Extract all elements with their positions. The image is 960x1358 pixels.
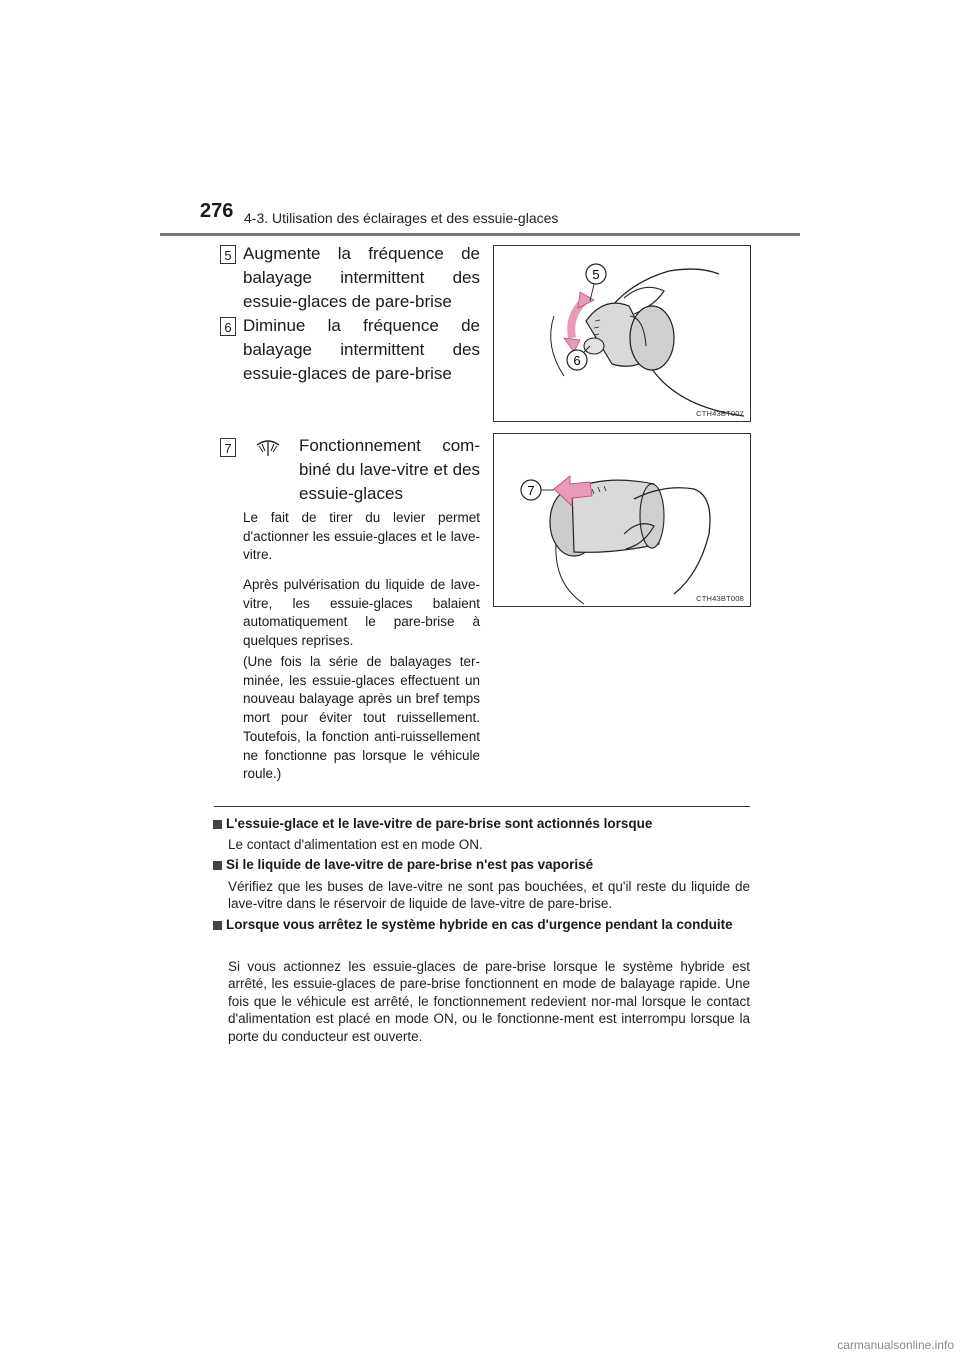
item-7-detail-3: (Une fois la série de balayages ter-minée, les essuie-glaces effectuent un nouveau balayage après un bref temps mort pour éviter tout ruissellement. Toutefois, la fonction anti-ruissellement ne fonctionne pas lorsque le véhicule roule.) — [243, 654, 480, 782]
note-2-marker — [213, 861, 222, 870]
figure-2-callout-7: 7 — [527, 483, 535, 498]
wiper-frequency-illustration — [494, 246, 750, 421]
watermark: carmanualsonline.info — [837, 1338, 954, 1352]
note-2-title: Si le liquide de lave-vitre de pare-brise n'est pas vaporisé — [226, 857, 594, 872]
note-1-title: L'essuie-glace et le lave-vitre de pare-brise sont actionnés lorsque — [226, 816, 653, 831]
header-rule — [160, 233, 800, 236]
item-number-5: 5 — [220, 245, 236, 264]
wiper-washer-illustration — [494, 434, 750, 606]
figure-1-callout-6: 6 — [573, 353, 581, 368]
note-3-marker — [213, 921, 222, 930]
figure-1-code: CTH43BT007 — [696, 409, 744, 418]
item-number-7: 7 — [220, 438, 236, 457]
note-3-body: Si vous actionnez les essuie-glaces de pare-brise lorsque le système hybride est arrêté, les essuie-glaces de pare-brise fonctionnent en mode de balayage rapide. Une fois que le véhicule est arrêté, le fonctionnement redevient nor-mal lorsque le contact d'alimentation est placé en mode ON, ou le fonctionne-ment est interrompu lorsque la porte du conducteur est ouverte. — [228, 959, 750, 1044]
item-7-detail-1: Le fait de tirer du levier permet d'actionner les essuie-glaces et le lave-vitre. — [243, 510, 480, 563]
note-3-title: Lorsque vous arrêtez le système hybride en cas d'urgence pendant la conduite — [226, 917, 733, 932]
figure-1-callout-5: 5 — [592, 267, 600, 282]
item-7-detail-2: Après pulvérisation du liquide de lave-vitre, les essuie-glaces balaient automatiquement le pare-brise à quelques reprises. — [243, 577, 480, 649]
item-7-text: Fonctionnement com-biné du lave-vitre et des essuie-glaces — [299, 436, 480, 503]
item-6-text: Diminue la fréquence de balayage intermittent des essuie-glaces de pare-brise — [243, 316, 480, 383]
item-5-text: Augmente la fréquence de balayage intermittent des essuie-glaces de pare-brise — [243, 244, 480, 311]
figure-2-code: CTH43BT008 — [696, 594, 744, 603]
page-number: 276 — [200, 200, 234, 222]
washer-wiper-icon — [255, 434, 281, 460]
figure-wiper-washer — [493, 433, 751, 607]
note-1-body: Le contact d'alimentation est en mode ON. — [228, 837, 483, 852]
notes-divider — [214, 806, 750, 807]
section-title: 4-3. Utilisation des éclairages et des essuie-glaces — [244, 210, 559, 226]
item-number-6: 6 — [220, 317, 236, 336]
figure-wiper-frequency — [493, 245, 751, 422]
note-2-body: Vérifiez que les buses de lave-vitre ne sont pas bouchées, et qu'il reste du liquide de lave-vitre dans le réservoir de liquide de lave-vitre de pare-brise. — [228, 879, 750, 912]
note-1-marker — [213, 820, 222, 829]
